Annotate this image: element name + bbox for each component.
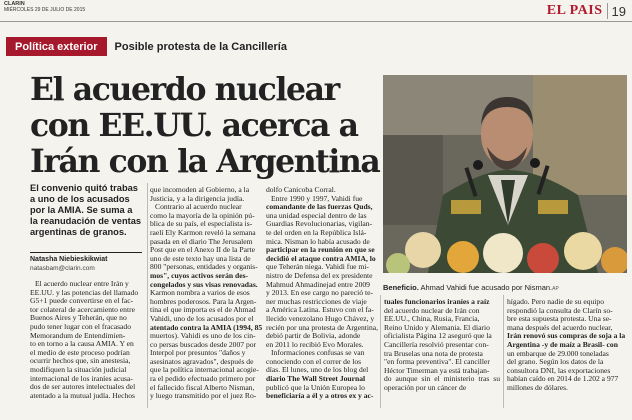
body-line: que incomoden al Gobierno, a la — [150, 186, 250, 194]
body-line: Cancillería resolvió presentar con- — [384, 340, 489, 349]
body-line: tra Bruselas una nota de protesta — [384, 349, 483, 358]
body-line: respondió la consulta de Clarín so- — [507, 306, 613, 315]
publication-date: MIÉRCOLES 29 DE JULIO DE 2015 — [4, 7, 86, 13]
body-line: Irán renovó sus compras de soja a la — [507, 332, 626, 341]
body-line: ra el pedido efectuado primero por — [150, 375, 256, 384]
headline-line: con EE.UU. acerca a — [30, 107, 358, 144]
body-line: conociendo con el correr de los — [266, 357, 362, 366]
body-column-3 — [266, 186, 378, 408]
article-deck: El convenio quitó trabas a uno de los acusados por la AMIA. Se suma a la reanudación de ventas argentinas de granos. — [30, 183, 142, 237]
body-line: y 2013. En ese cargo no pareció te- — [266, 289, 373, 298]
body-line: Mahmud Ahmadinejad entre 2009 — [266, 280, 370, 289]
section-tag: Política exterior — [6, 37, 107, 56]
photo-caption — [383, 283, 629, 292]
body-line: días. El lunes, uno de los blog del — [266, 366, 369, 375]
body-line: tina el que importa es el de Ahmad — [150, 306, 256, 315]
body-line: to en torno a la causa AMIA. Y en — [30, 340, 134, 349]
body-line: tuales funcionarios iraníes a raíz — [384, 298, 490, 306]
body-column-4 — [384, 298, 500, 408]
body-line: "en forma preventiva". El canciller — [384, 358, 490, 367]
body-line: internacional de los iraníes acusa- — [30, 374, 133, 383]
body-line: en 2011 lo recibió Evo Morales. — [266, 340, 364, 349]
body-line: millones de dólares. — [507, 383, 568, 392]
section-subtitle: Posible protesta de la Cancillería — [114, 40, 287, 53]
page-number: 19 — [611, 3, 626, 19]
author-name: Natasha Niebieskikwiat — [30, 256, 108, 263]
body-line: tor colateral de acercamiento entre — [30, 305, 135, 314]
masthead-rule — [0, 21, 632, 22]
body-line: co persas buscados desde 2007 por — [150, 340, 257, 349]
body-line: que Teherán niega. Vahidi fue mi- — [266, 263, 369, 272]
body-line: Interpol por presuntos "daños y — [150, 349, 246, 358]
caption-text: Ahmad Vahidi fue acusado por Nisman. — [418, 283, 553, 292]
brand-divider — [607, 3, 608, 19]
body-line: un embarque de 29.000 toneladas — [507, 349, 609, 358]
body-line: debió partir de Bolivia, adonde — [266, 332, 361, 341]
body-line: como la mayoría de la opinión pú- — [150, 211, 255, 220]
body-line: hombres poderosos. Para la Argen- — [150, 297, 257, 306]
body-line: mana después del acuerdo nuclear, — [507, 323, 613, 332]
body-line: ocurrir hechos que, sin anestesia, — [30, 357, 131, 366]
body-line: el medio de este proceso podrían — [30, 348, 130, 357]
body-line: G5+1 puede convertirse en el fac- — [30, 297, 134, 306]
body-line: atentado a la mutual judía. Hechos — [30, 391, 136, 400]
body-line: llecido venezolano Hugo Chávez, y — [266, 314, 375, 323]
body-line: del acuerdo nuclear de Irán con — [384, 306, 480, 315]
body-line: ner muchas restricciones de viaje — [266, 297, 367, 306]
section-bar — [6, 37, 295, 56]
body-line: Reino Unido y Alemania. El diario — [384, 323, 490, 332]
body-line: diario The Wall Street Journal — [266, 375, 366, 384]
body-line: Buenos Aires y Teherán, que no — [30, 314, 127, 323]
headline-line: Irán con la Argentina — [30, 143, 380, 180]
body-line: publicó que la Unión Europea lo — [266, 383, 365, 392]
photo-illustration — [383, 75, 627, 273]
body-line: mos", cuyos activos serán des- — [150, 271, 249, 280]
body-line: y luego transmitido por el juez Ro- — [150, 392, 257, 401]
body-line: Argentina -y de maíz a Brasil- con — [507, 340, 618, 349]
body-column-2 — [150, 186, 264, 408]
body-line: El acuerdo nuclear entre Irán y — [35, 280, 129, 288]
body-line: del grano. Según los datos de la — [507, 358, 604, 367]
caption-credit: AP — [552, 286, 559, 292]
body-line: Memorandum de Entendimien- — [30, 331, 126, 340]
headline-line: El acuerdo nuclear — [30, 71, 339, 108]
section-brand: EL PAIS — [546, 3, 603, 18]
body-line: el fallecido fiscal Alberto Nisman, — [150, 383, 255, 392]
body-line: nistro de Defensa del ex presidente — [266, 271, 373, 280]
body-line: beneficiaría a él y a otros ex y ac- — [266, 392, 374, 401]
body-line: hígado. Pero nadie de su equipo — [507, 298, 605, 306]
masthead-brand-block — [547, 2, 626, 20]
headline — [30, 71, 380, 180]
body-line: comandante de las fuerzas Quds, — [266, 203, 373, 212]
deck-rule — [30, 252, 142, 253]
body-line: pudo tener lugar con el fracasado — [30, 322, 131, 331]
body-line: uno de este texto hay una lista de — [150, 254, 251, 263]
body-line: pasada en el diario The Jerusalem — [150, 237, 253, 246]
body-line: muertos). Vahidi es uno de los cin- — [150, 332, 256, 341]
body-line: bre esta supuesta protesta. Una se- — [507, 315, 612, 324]
body-line: Contrario al acuerdo nuclear — [155, 203, 242, 212]
body-line: dos de ser autores intelectuales del — [30, 383, 136, 392]
body-line: Guardias Revolucionarias, vigilan- — [266, 220, 373, 229]
body-line: consultora DNI, las exportaciones — [507, 366, 611, 375]
body-line: que la política internacional acogie- — [150, 366, 259, 375]
article-photo — [383, 75, 627, 273]
publication-name: CLARIN — [4, 1, 25, 7]
body-line: Post que en el Anexo II de la Parte — [150, 246, 256, 255]
column-rule — [147, 183, 148, 408]
body-column-5 — [507, 298, 627, 408]
body-line: dolfo Canicoba Corral. — [266, 186, 336, 194]
caption-label: Beneficio. — [383, 283, 419, 292]
body-column-1 — [30, 280, 142, 405]
body-line: EE.UU., China, Rusia, Francia, — [384, 315, 480, 324]
body-line: asesinatos agravados", después de — [150, 357, 254, 366]
body-line: do aunque sin el ministerio tras su operación por un cáncer de — [384, 375, 500, 392]
body-line: blica de su país, el especialista is- — [150, 220, 253, 229]
column-rule — [380, 295, 381, 408]
body-line: habían caído en 2014 de 1.202 a 977 — [507, 375, 619, 384]
column-rule — [503, 295, 504, 408]
body-line: Entre 1990 y 1997, Vahidi fue — [271, 194, 363, 203]
body-line: Karmon nombra a varios de esos — [150, 289, 250, 298]
author-email: natasbam@clarin.com — [30, 265, 95, 272]
body-line: congelados y sus visas renovadas. — [150, 280, 258, 289]
body-line: EE.UU. y las potencias del llamado — [30, 288, 139, 297]
body-line: oficialista Página 12 aseguró que la — [384, 332, 492, 341]
body-line: Informaciones confusas se van — [271, 349, 365, 358]
body-line: una unidad especial dentro de las — [266, 211, 367, 220]
body-line: 800 "personas, entidades y organis- — [150, 263, 258, 272]
body-line: atentado contra la AMIA (1994, 85 — [150, 323, 263, 332]
body-line: a América Latina. Estuvo con el fa- — [266, 306, 374, 315]
body-line: Héctor Timerman ya está trabajan- — [384, 366, 490, 375]
body-line: te del orden en la República Islá- — [266, 228, 367, 237]
body-line: decidió el ataque contra AMIA, lo — [266, 254, 376, 263]
body-line: raelí Ely Karmon reveló la semana — [150, 228, 256, 237]
body-line: Vahidi, uno de los acusados por el — [150, 314, 254, 323]
body-line: mica. Nisman lo había acusado de — [266, 237, 370, 246]
body-line: recién por una protesta de Argentina, — [266, 323, 378, 332]
body-line: Justicia, y a la dirigencia judía. — [150, 194, 245, 203]
masthead-info — [4, 1, 85, 13]
body-line: participar en la reunión en que se — [266, 246, 375, 255]
body-line: modifiquen la situación judicial — [30, 365, 127, 374]
